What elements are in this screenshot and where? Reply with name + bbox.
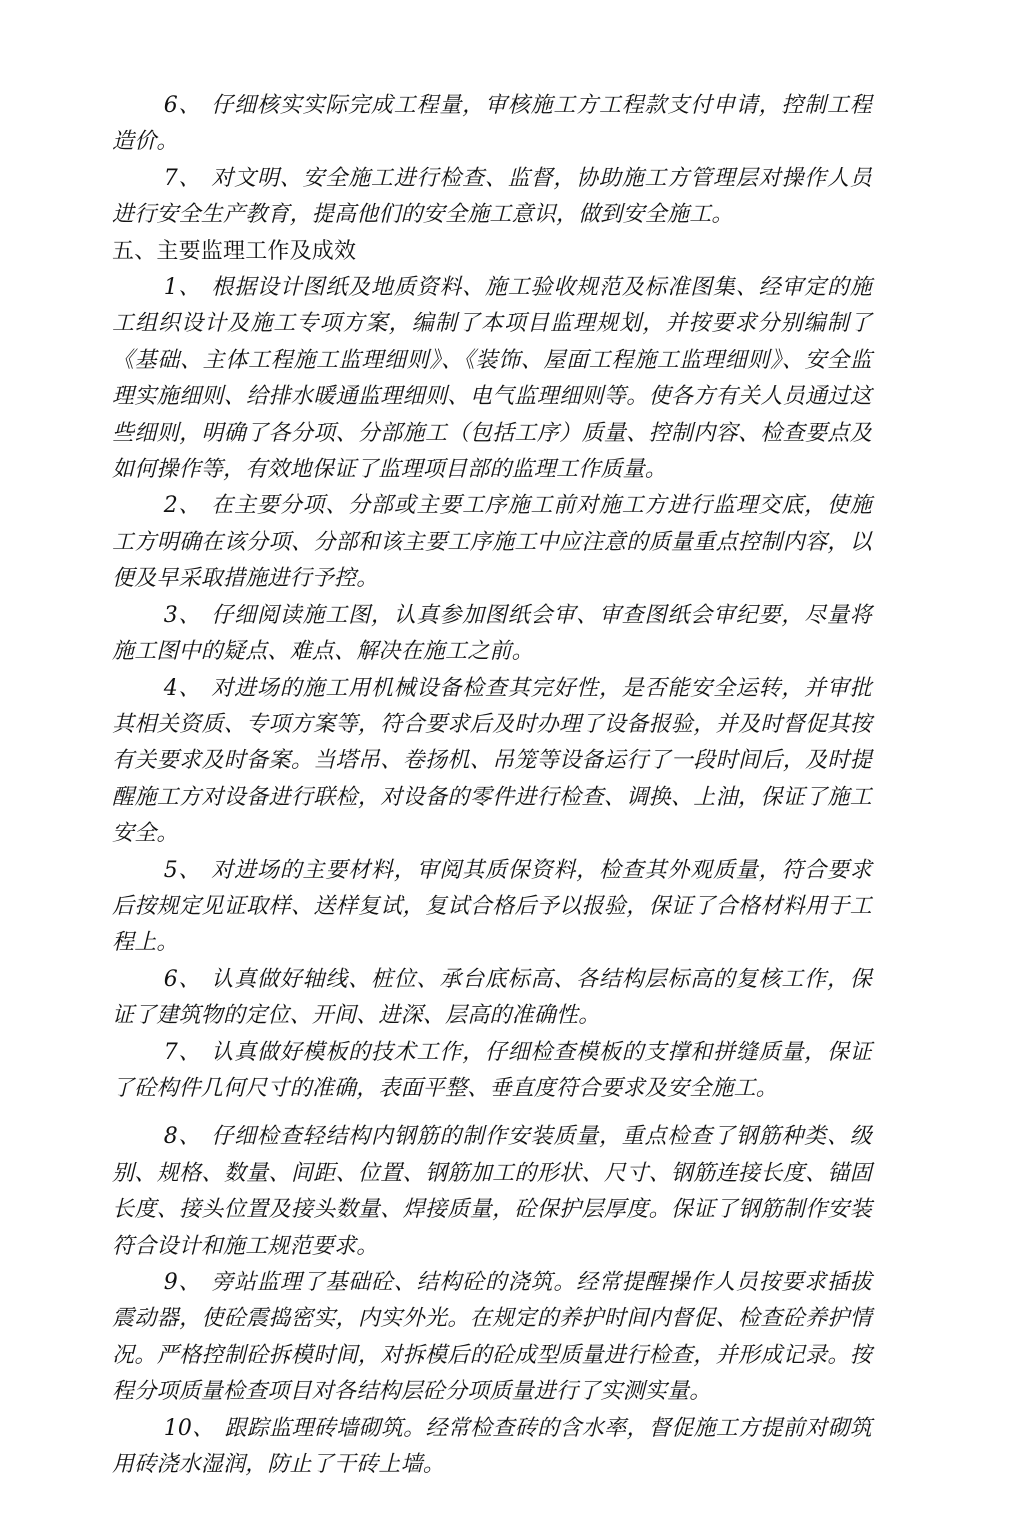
paragraph-1 xyxy=(112,270,872,488)
item-number: 5、 xyxy=(163,857,202,883)
paragraph-6a xyxy=(112,88,872,161)
item-number: 1、 xyxy=(163,275,202,301)
paragraph-3 xyxy=(112,598,872,671)
paragraph-text: 仔细检查轻结构内钢筋的制作安装质量，重点检查了钢筋种类、级别、规格、数量、间距、位置、钢筋加工的形状、尺寸、钢筋连接长度、锚固长度、接头位置及接头数量、焊接质量，砼保护层厚度。保证了钢筋制作安装符合设计和施工规范要求。 xyxy=(112,1124,872,1259)
paragraph-4 xyxy=(112,671,872,853)
item-number: 7、 xyxy=(163,165,202,191)
paragraph-text: 跟踪监理砖墙砌筑。经常检查砖的含水率，督促施工方提前对砌筑用砖浇水湿润，防止了干砖上墙。 xyxy=(112,1415,872,1478)
paragraph-10 xyxy=(112,1411,872,1484)
paragraph-6b xyxy=(112,962,872,1035)
item-number: 2、 xyxy=(163,493,202,519)
paragraph-text: 认真做好模板的技术工作，仔细检查模板的支撑和拼缝质量，保证了砼构件几何尺寸的准确，表面平整、垂直度符合要求及安全施工。 xyxy=(112,1039,872,1101)
item-number: 3、 xyxy=(163,602,202,628)
paragraph-7a xyxy=(112,161,872,234)
paragraph-text: 旁站监理了基础砼、结构砼的浇筑。经常提醒操作人员按要求插拔震动器，使砼震捣密实，内实外光。在规定的养护时间内督促、检查砼养护情况。严格控制砼拆模时间，对拆模后的砼成型质量进行检查，并形成记录。按程分项质量检查项目对各结构层砼分项质量进行了实测实量。 xyxy=(112,1270,872,1405)
paragraph-text: 认真做好轴线、桩位、承台底标高、各结构层标高的复核工作，保证了建筑物的定位、开间、进深、层高的准确性。 xyxy=(112,966,872,1029)
paragraph-text: 在主要分项、分部或主要工序施工前对施工方进行监理交底，使施工方明确在该分项、分部和该主要工序施工中应注意的质量重点控制内容，以便及早采取措施进行予控。 xyxy=(112,493,872,592)
paragraph-text: 对文明、安全施工进行检查、监督，协助施工方管理层对操作人员进行安全生产教育，提高他们的安全施工意识，做到安全施工。 xyxy=(112,165,872,228)
paragraph-9 xyxy=(112,1265,872,1411)
item-number: 7、 xyxy=(163,1039,202,1065)
item-number: 6、 xyxy=(163,966,202,992)
paragraph-text: 对进场的主要材料，审阅其质保资料，检查其外观质量，符合要求后按规定见证取样、送样复试，复试合格后予以报验，保证了合格材料用于工程上。 xyxy=(112,857,872,956)
section-heading: 五、主要监理工作及成效 xyxy=(112,238,357,264)
item-number: 8、 xyxy=(163,1124,202,1150)
paragraph-5 xyxy=(112,853,872,962)
paragraph-text: 对进场的施工用机械设备检查其完好性，是否能安全运转，并审批其相关资质、专项方案等，符合要求后及时办理了设备报验，并及时督促其按有关要求及时备案。当塔吊、卷扬机、吊笼等设备运行了一段时间后，及时提醒施工方对设备进行联检，对设备的零件进行检查、调换、上油，保证了施工安全。 xyxy=(112,675,872,847)
paragraph-text: 仔细阅读施工图，认真参加图纸会审、审查图纸会审纪要，尽量将施工图中的疑点、难点、解决在施工之前。 xyxy=(112,602,872,665)
item-number: 9、 xyxy=(163,1270,202,1295)
paragraph-7b xyxy=(112,1035,872,1108)
paragraph-text: 仔细核实实际完成工程量，审核施工方工程款支付申请，控制工程造价。 xyxy=(112,93,872,155)
item-number: 6、 xyxy=(163,93,202,118)
paragraph-2 xyxy=(112,488,872,597)
item-number: 4、 xyxy=(163,675,202,701)
paragraph-text: 根据设计图纸及地质资料、施工验收规范及标准图集、经审定的施工组织设计及施工专项方案，编制了本项目监理规划，并按要求分别编制了《基础、主体工程施工监理细则》、《装饰、屋面工程施工监理细则》、安全监理实施细则、给排水暖通监理细则、电气监理细则等。使各方有关人员通过这些细则，明确了各分项、分部施工（包括工序）质量、控制内容、检查要点及如何操作等，有效地保证了监理项目部的监理工作质量。 xyxy=(112,275,872,483)
item-number: 10、 xyxy=(163,1415,215,1441)
paragraph-8 xyxy=(112,1119,872,1265)
document-page xyxy=(112,88,872,1483)
